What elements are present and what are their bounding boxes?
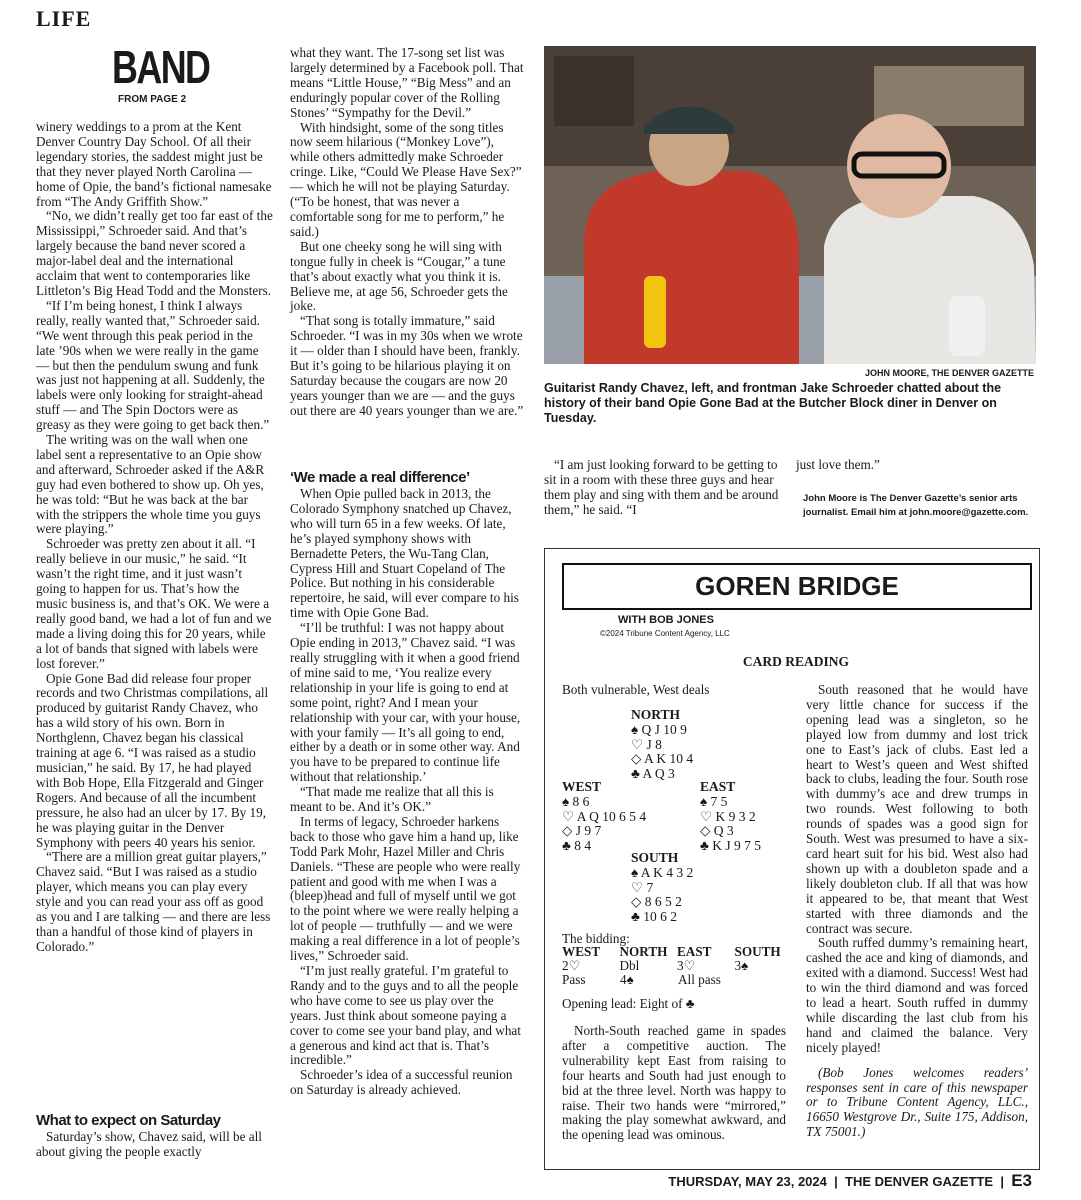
hand-label: WEST <box>562 779 602 794</box>
clubs: ♣ A Q 3 <box>631 766 675 782</box>
clubs: ♣ K J 9 7 5 <box>700 838 761 854</box>
paragraph: South reasoned that he would have very little chance for success if the opening lead was a singleton, so he played low from dummy and lost trick one to East’s jack of clubs. East led a heart to West’s queen and West shifted back to clubs, leading the four. South rose with dummy’s ace and drew trumps in two rounds. West following to both rounds of spades was a good sign for South. West was presumed to have a six-card heart suit for his bid. West also had shown up with a doubleton spade and a likely doubleton club. If all that was how it appeared to be, that meant that West started with three diamonds and the contract was secure. <box>806 682 1028 936</box>
paragraph: “I’m just really grateful. I’m grateful to Randy and to the guys and to all the people who have come to see us play over the years. Just think about someone paying a cover to come see your band play, and what a generous and kind act that is. That’s incredible.” <box>290 963 521 1068</box>
footer-date: THURSDAY, MAY 23, 2024 <box>668 1174 827 1189</box>
hand-label: NORTH <box>631 707 681 722</box>
paragraph: “That song is totally immature,” said Schroeder. “I was in my 30s when we wrote it — older than I should have been, frankly. But it’s going to be hilarious playing it on Saturday because the cougars are now 20 years younger than we are — and the guys out there are 40 years younger than we are.” <box>290 313 524 418</box>
paragraph: Opie Gone Bad did release four proper records and two Christmas compilations, all produced by guitarist Randy Chavez, who has a wild story of his own. Born in Northglenn, Chavez began his classical training at age 6. “I was raised as a studio musician,” he said. By 17, he had played with Bob Hope, Ella Fitzgerald and Ginger Rogers. And because of all the incumbent pressure, he also had an ulcer by 17. By 19, he was playing guitar in the Denver Symphony with peers 40 years his senior. <box>36 670 269 850</box>
paragraph: “There are a million great guitar players,” Chavez said. “But I was raised as a studio player, which means you can play every style and you can read your ass off as good as you and I are talking — and there are less than a handful of those kind of players in Colorado.” <box>36 849 271 954</box>
bidding-header: WEST <box>562 944 601 959</box>
bridge-heading: CARD READING <box>742 654 850 669</box>
headline: BAND <box>112 41 210 93</box>
bidding-header: EAST <box>677 944 712 959</box>
bid: 4♠ <box>620 972 634 987</box>
vulnerability: Both vulnerable, West deals <box>562 682 710 697</box>
paragraph: The writing was on the wall when one label sent a representative to an Opie show and afterward, Schroeder asked if the A&R guy had even bothered to show up. Oh yes, he was told: “But he was back at the bar with the strippers the whole time you guys were playing.” <box>36 432 265 537</box>
bidding-row <box>562 959 792 973</box>
paragraph: When Opie pulled back in 2013, the Colorado Symphony snatched up Chavez, who will turn 65 in a few weeks. Of late, he’s played symphony shows with Bernadette Peters, the Wu-Tang Clan, Cypress Hill and Stuart Copeland of The Police. But nothing in his considerable repertoire, he said, will ever compare to his time with Opie Gone Bad. <box>290 486 519 621</box>
bridge-title: GOREN BRIDGE <box>562 563 1032 610</box>
spades: ♠ 8 6 <box>562 793 590 809</box>
hand-south <box>631 851 693 925</box>
bridge-byline: WITH BOB JONES <box>618 614 714 626</box>
bidding-row <box>562 973 792 987</box>
spades: ♠ Q J 10 9 <box>631 721 687 737</box>
paragraph: North-South reached game in spades after a competitive auction. The vulnerability kept East from raising to four hearts and South had just enough to bid at the three level. North was happy to raise. Their two hands were “mirrored,” making the play somewhat awkward, and the opening lead was ominous. <box>562 1023 786 1143</box>
paragraph: “I’ll be truthful: I was not happy about Opie ending in 2013,” Chavez said. “I was really struggling with it when a good friend of mine said to me, ‘You realize every relationship in your life is going to end at some point, right? And I mean your relationship with your car, with your house, with your family — It’s all going to end, either by a death or in some other way. And you have to be prepared to continue life without that relationship.’ <box>290 620 521 785</box>
hand-west <box>562 780 646 854</box>
spades: ♠ 7 5 <box>700 793 728 809</box>
page-footer <box>0 1171 1032 1191</box>
photo-caption: Guitarist Randy Chavez, left, and frontman Jake Schroeder chatted about the history of their band Opie Gone Bad at the Butcher Block diner in Denver on Tuesday. <box>544 381 1002 425</box>
hearts: ♡ J 8 <box>631 736 662 752</box>
paragraph: In terms of legacy, Schroeder harkens back to those who gave him a hand up, like Todd Park Mohr, Hazel Miller and Chris Daniels. “These are people who were really patient and good with me when I was a (bleep)head and full of myself until we got to the point where we were really helping a lot of people — truthfully — and we were making a real difference in a lot of people’s lives,” Schroeder said. <box>290 813 521 964</box>
page-number: E3 <box>1011 1171 1032 1190</box>
bidding-label: The bidding: <box>562 931 630 946</box>
story-column-2-continued <box>290 487 526 1098</box>
diner-photo-illustration <box>544 46 1036 364</box>
story-column-2 <box>290 46 526 419</box>
clubs: ♣ 8 4 <box>562 838 592 854</box>
sign-off: (Bob Jones welcomes readers’ responses sent in care of this newspaper or to Tribune Content Agency, LLC., 16650 Westgrove Dr., Suite 175, Addison, TX 75001.) <box>806 1064 1028 1140</box>
bid: All pass <box>678 972 721 987</box>
bidding-header: NORTH <box>619 944 668 959</box>
hand-east <box>700 780 761 854</box>
story-column-3 <box>544 458 782 518</box>
paragraph: Schroeder’s idea of a successful reunion on Saturday is already achieved. <box>290 1067 513 1098</box>
bid: 2♡ <box>562 958 581 973</box>
hearts: ♡ A Q 10 6 5 4 <box>562 808 647 824</box>
section-label: LIFE <box>36 6 92 31</box>
diamonds: ◇ Q 3 <box>700 823 734 839</box>
hearts: ♡ K 9 3 2 <box>700 808 756 824</box>
paragraph: “That made me realize that all this is meant to be. And it’s OK.” <box>290 784 494 815</box>
bridge-narrative-right <box>806 683 1028 1140</box>
bid: Pass <box>562 972 586 987</box>
paragraph: “If I’m being honest, I think I always really, really wanted that,” Schroeder said. “We went through this peak period in the late ’90s when we were really in the game — but then the pendulum swung and funk was just not happening at all. Suddenly, the labels were only looking for straight-ahead stuff — and The Spin Doctors were as greasy as they were going to get back then.” <box>36 297 270 433</box>
diamonds: ◇ A K 10 4 <box>631 751 694 767</box>
paragraph: Saturday’s show, Chavez said, will be all about giving the people exactly <box>36 1129 262 1159</box>
paragraph: But one cheeky song he will sing with tongue fully in cheek is “Cougar,” a tune that’s about exactly what you think it is. Believe me, at age 56, Schroeder gets the joke. <box>290 238 508 314</box>
spades: ♠ A K 4 3 2 <box>631 864 694 880</box>
bidding-table <box>562 945 792 987</box>
bidding-header-row <box>562 945 792 959</box>
paragraph: South ruffed dummy’s remaining heart, cashed the ace and king of diamonds, and exited with a diamond. Success! West had to win the third diamond and was forced to lead a heart. South ruffed in dummy while discarding the last club from his hand and claimed the balance. Very nicely played! <box>806 935 1028 1055</box>
footer-separator: | <box>996 1174 1008 1189</box>
story-column-4: just love them.” <box>796 457 880 472</box>
jump-line: FROM PAGE 2 <box>118 94 187 105</box>
story-column-1 <box>36 120 273 955</box>
photo <box>544 46 1036 364</box>
photo-credit: JOHN MOORE, THE DENVER GAZETTE <box>864 368 1034 378</box>
clubs: ♣ 10 6 2 <box>631 909 677 925</box>
hearts: ♡ 7 <box>631 879 654 895</box>
paragraph: Schroeder was pretty zen about it all. “I really believe in our music,” he said. “It wasn’t the right time, and it just wasn’t going to happen for us. That’s how the music business is, and that’s OK. We were a really good band, we had a lot of fun and we made a living doing this for 20 years, while a lot of bands that signed with labels were lost forever.” <box>36 536 272 671</box>
hand-label: SOUTH <box>631 850 679 865</box>
opening-lead: Opening lead: Eight of ♣ <box>562 996 695 1011</box>
hand-label: EAST <box>700 779 736 794</box>
footer-separator: | <box>830 1174 842 1189</box>
bidding-header: SOUTH <box>734 944 781 959</box>
author-bio: John Moore is The Denver Gazette’s senior arts journalist. Email him at john.moore@gazette.com. <box>803 493 1029 518</box>
paragraph: “I am just looking forward to be getting to sit in a room with these three guys and hear them play and sing with them and be around them,” he said. “I <box>544 457 779 517</box>
bid: Dbl <box>619 958 640 973</box>
subhead: ‘We made a real difference’ <box>290 469 470 486</box>
paragraph: “No, we didn’t really get too far east of the Mississippi,” Schroeder said. And that’s largely because the band never scored a major-label deal and the international acclaim that went to contemporaries like Littleton’s Big Head Todd and the Monsters. <box>36 208 273 298</box>
bid: 3♠ <box>734 958 749 973</box>
story-column-1-continued <box>36 1130 273 1160</box>
bid: 3♡ <box>677 958 696 973</box>
paragraph: what they want. The 17-song set list was largely determined by a Facebook poll. That means “Little House,” “Big Mess” and an enduringly popular cover of the Rolling Stones’ “Sympathy for the Devil.” <box>290 45 524 120</box>
hand-north <box>631 708 693 782</box>
paragraph: With hindsight, some of the song titles now seem hilarious (“Monkey Love”), while others admittedly make Schroeder cringe. Like, “Could We Please Have Sex?” — which he will not be playing Saturday. (“To be honest, that was never a comfortable song for me to perform,” he said.) <box>290 119 522 239</box>
diamonds: ◇ 8 6 5 2 <box>631 894 682 910</box>
bridge-narrative-left <box>562 1024 786 1143</box>
bridge-copyright: ©2024 Tribune Content Agency, LLC <box>600 629 730 638</box>
paragraph: winery weddings to a prom at the Kent Denver Country Day School. Of all their legendary stories, the saddest might just be that they never played North Carolina — home of Opie, the band’s fictional namesake from “The Andy Griffith Show.” <box>36 119 272 209</box>
footer-paper: THE DENVER GAZETTE <box>845 1174 994 1189</box>
subhead: What to expect on Saturday <box>36 1112 221 1129</box>
diamonds: ◇ J 9 7 <box>562 823 602 839</box>
